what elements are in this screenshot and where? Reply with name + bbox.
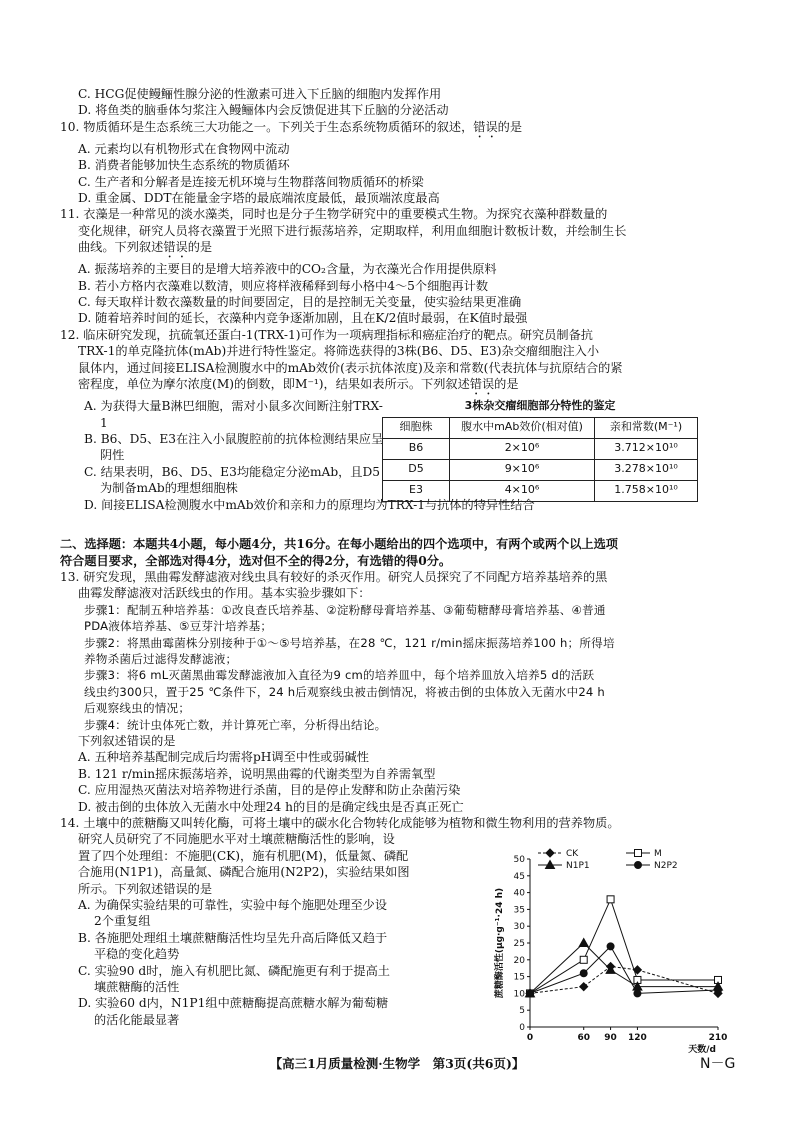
data-point-n1p1 xyxy=(579,939,588,947)
q12-stem-3: 鼠体内，通过间接ELISA检测腹水中的mAb效价(表示抗体浓度)及亲和常数(代表抗体与抗原结合的紧 xyxy=(78,360,623,375)
data-point-m xyxy=(635,850,642,857)
table-header-row xyxy=(383,417,698,438)
q9-option-d: D. 将鱼类的脑垂体匀浆注入鳗鲡体内会反馈促进其下丘脑的分泌活动 xyxy=(78,103,449,118)
q12-stem-4: 密程度，单位为摩尔浓度(M)的倒数，即M⁻¹)，结果如表所示。下列叙述错误的是 xyxy=(78,377,519,392)
x-tick-label: 210 xyxy=(708,1033,728,1043)
legend-label-m: M xyxy=(654,849,662,859)
y-tick-label: 50 xyxy=(513,855,525,865)
q14-option-b-cont: 平稳的变化趋势 xyxy=(94,947,180,962)
data-point-m xyxy=(580,956,587,963)
data-point-n2p2 xyxy=(580,970,587,977)
data-point-ck xyxy=(580,983,588,991)
q14-option-c-cont: 壤蔗糖酶的活性 xyxy=(94,980,180,995)
table-cell: B6 xyxy=(383,438,450,459)
q12-body xyxy=(60,398,736,536)
q14-option-d: D. 实验60 d内，N1P1组中蔗糖酶提高蔗糖水解为葡萄糖 xyxy=(78,996,389,1011)
y-tick-label: 0 xyxy=(519,1023,525,1033)
q11-stem-3: 曲线。下列叙述错误的是 xyxy=(78,240,213,255)
q14-stem-3: 置了四个处理组：不施肥(CK)，施有机肥(M)，低量氮、磷配 xyxy=(78,848,409,863)
q13-steps xyxy=(60,602,736,733)
q13-step-line: 后观察线虫的情况； xyxy=(84,701,191,716)
x-tick-label: 90 xyxy=(604,1033,617,1043)
exam-page xyxy=(60,86,736,1055)
data-point-ck xyxy=(546,849,554,857)
q10-option-b: B. 消费者能够加快生态系统的物质循环 xyxy=(78,158,290,173)
enzyme-activity-chart xyxy=(478,847,736,1057)
q12-option-a: A. 为获得大量B淋巴细胞，需对小鼠多次间断注射TRX-1 xyxy=(84,399,383,430)
y-tick-label: 45 xyxy=(513,871,525,882)
q13-step-line: 步骤1：配制五种培养基：①改良查氏培养基、②淀粉酵母膏培养基、③葡萄糖酵母膏培养基、④普通 xyxy=(84,602,606,617)
data-point-n2p2 xyxy=(635,862,642,869)
q13-step-line: 养物杀菌后过滤得发酵滤液； xyxy=(84,651,238,666)
x-tick-label: 60 xyxy=(577,1033,590,1043)
q11-option-a: A. 振荡培养的主要目的是增大培养液中的CO₂含量，为衣藻光合作用提供原料 xyxy=(78,262,497,277)
footer-code: N－G xyxy=(700,1056,736,1072)
q12-table-title: 3株杂交瘤细胞部分特性的鉴定 xyxy=(464,399,616,413)
q13-option-c: C. 应用湿热灭菌法对培养物进行杀菌，目的是停止发酵和防止杂菌污染 xyxy=(78,783,461,798)
q13-step-line: 线虫约300只，置于25 ℃条件下，24 h后观察线虫被击倒情况，将被击倒的虫体放入无菌水中24 h xyxy=(84,684,605,699)
data-point-n2p2 xyxy=(715,987,722,994)
q12-option-c: C. 结果表明，B6、D5、E3均能稳定分泌mAb，且D5为制备mAb的理想细胞株 xyxy=(84,464,381,496)
legend-label-n1p1: N1P1 xyxy=(566,861,590,871)
y-tick-label: 20 xyxy=(513,955,525,966)
x-axis-label: 天数/d xyxy=(688,1045,716,1055)
q12-table-box xyxy=(382,398,698,501)
q10-option-a: A. 元素均以有机物形式在食物网中流动 xyxy=(78,141,290,156)
q9-option-c: C. HCG促使鳗鲡性腺分泌的性激素可进入下丘脑的细胞内发挥作用 xyxy=(78,87,442,101)
footer-title: 【高三1月质量检测·生物学 第3页(共6页)】 xyxy=(269,1056,525,1071)
data-point-n2p2 xyxy=(634,990,641,997)
table-cell: E3 xyxy=(383,480,450,501)
data-point-n2p2 xyxy=(607,943,614,950)
y-tick-label: 30 xyxy=(513,922,525,933)
y-axis-label: 蔗糖酶活性(μg·g⁻¹·24 h) xyxy=(495,887,505,999)
q10-stem: 10. 物质循环是生态系统三大功能之一。下列关于生态系统物质循环的叙述，错误的是 xyxy=(60,119,523,134)
section2-line1: 二、选择题：本题共4小题，每小题4分，共16分。在每小题给出的四个选项中，有两个或两个以上选项 xyxy=(60,537,618,552)
table-cell: 3.712×10¹⁰ xyxy=(595,438,698,459)
q14-stem-1: 14. 土壤中的蔗糖酶又叫转化酶，可将土壤中的碳水化合物转化成能够为植物和微生物利用的营养物质。 xyxy=(60,816,620,830)
y-tick-label: 40 xyxy=(513,888,525,899)
table-cell: D5 xyxy=(383,459,450,480)
q13-step-line: 步骤4：统计虫体死亡数，并计算死亡率，分析得出结论。 xyxy=(84,717,387,732)
table-row xyxy=(383,438,698,459)
x-tick-label: 0 xyxy=(526,1033,534,1043)
q14-stem-2: 研究人员研究了不同施肥水平对土壤蔗糖酶活性的影响，设 xyxy=(78,832,395,847)
q12-stem-1: 12. 临床研究发现，抗硫氧还蛋白-1(TRX-1)可作为一项病理指标和癌症治疗的靶点。研究员制备抗 xyxy=(60,327,593,342)
legend-label-ck: CK xyxy=(566,849,579,859)
y-tick-label: 10 xyxy=(513,989,525,1000)
table-header: 细胞株 xyxy=(383,417,450,438)
series-line-m xyxy=(530,899,718,993)
q14-option-b: B. 各施肥处理组土壤蔗糖酶活性均呈先升高后降低又趋于 xyxy=(78,930,388,945)
table-header: 腹水中mAb效价(相对值) xyxy=(450,417,595,438)
data-point-n2p2 xyxy=(527,990,534,997)
q10-option-d: D. 重金属、DDT在能量金字塔的最底端浓度最低，最顶端浓度最高 xyxy=(78,191,440,206)
q13-option-d: D. 被击倒的虫体放入无菌水中处理24 h的目的是确定线虫是否真正死亡 xyxy=(78,799,464,814)
q13-lead: 下列叙述错误的是 xyxy=(78,733,176,748)
y-tick-label: 15 xyxy=(513,972,525,983)
y-tick-label: 25 xyxy=(513,939,525,949)
q14-stem-5: 所示。下列叙述错误的是 xyxy=(78,881,213,896)
q12-option-d: D. 间接ELISA检测腹水中mAb效价和亲和力的原理均为TRX-1与抗体的特异性结合 xyxy=(84,497,535,512)
q14-narrow-text xyxy=(60,831,496,1028)
legend-label-n2p2: N2P2 xyxy=(654,861,678,871)
q11-stem-2: 变化规律，研究人员将衣藻置于光照下进行振荡培养，定期取样，利用血细胞计数板计数，并绘制生长 xyxy=(78,223,627,238)
table-row xyxy=(383,480,698,501)
q14-option-d-cont: 的活化能最显著 xyxy=(94,1012,180,1027)
q13-stem-1: 13. 研究发现，黑曲霉发酵滤液对线虫具有较好的杀灭作用。研究人员探究了不同配方培养基培养的黑 xyxy=(60,569,608,584)
y-tick-label: 35 xyxy=(513,905,525,916)
q14-option-a: A. 为确保实验结果的可靠性，实验中每个施肥处理至少设 xyxy=(78,898,388,913)
q10-option-c: C. 生产者和分解者是连接无机环境与生物群落间物质循环的桥梁 xyxy=(78,174,424,189)
q13-option-b: B. 121 r/min摇床振荡培养，说明黑曲霉的代谢类型为自养需氧型 xyxy=(78,766,436,781)
data-point-m xyxy=(607,896,614,903)
q12-option-b: B. B6、D5、E3在注入小鼠腹腔前的抗体检测结果应呈阴性 xyxy=(84,431,384,463)
q13-option-a: A. 五种培养基配制完成后均需将pH调至中性或弱碱性 xyxy=(78,750,369,765)
y-tick-label: 5 xyxy=(519,1006,525,1017)
q11-option-b: B. 若小方格内衣藻难以数清，则应将样液稀释到每小格中4～5个细胞再计数 xyxy=(78,278,489,293)
table-cell: 1.758×10¹⁰ xyxy=(595,480,698,501)
q14-body xyxy=(60,815,736,1055)
q14-stem-4: 合施用(N1P1)，高量氮、磷配合施用(N2P2)，实验结果如图 xyxy=(78,865,410,880)
q12-table xyxy=(382,417,698,502)
q13-stem-2: 曲霉发酵滤液对活跃线虫的作用。基本实验步骤如下： xyxy=(78,586,371,601)
q11-option-d: D. 随着培养时间的延长，衣藻种内竞争逐渐加剧，且在K/2值时最弱，在K值时最强 xyxy=(78,311,528,326)
q14-option-c: C. 实验90 d时，施入有机肥比氮、磷配施更有利于提高土 xyxy=(78,963,390,978)
table-cell: 3.278×10¹⁰ xyxy=(595,459,698,480)
table-cell: 9×10⁶ xyxy=(450,459,595,480)
q14-option-a-cont: 2个重复组 xyxy=(94,914,151,929)
q11-option-c: C. 每天取样计数衣藻数量的时间要固定，目的是控制无关变量，使实验结果更准确 xyxy=(78,295,522,310)
table-row xyxy=(383,459,698,480)
q13-step-line: 步骤2：将黑曲霉菌株分别接种于①～⑤号培养基，在28 ℃，121 r/min摇床振荡培养100 h；所得培 xyxy=(84,635,615,650)
section2-line2: 符合题目要求，全部选对得4分，选对但不全的得2分，有选错的得0分。 xyxy=(60,553,452,568)
table-header: 亲和常数(M⁻¹) xyxy=(595,417,698,438)
q13-step-line: 步骤3：将6 mL灭菌黑曲霉发酵滤液加入直径为9 cm的培养皿中，每个培养皿放入培养5 d的活跃 xyxy=(84,668,595,683)
q13-step-line: PDA液体培养基、⑤豆芽汁培养基； xyxy=(84,619,273,634)
q11-stem-1: 11. 衣藻是一种常见的淡水藻类，同时也是分子生物学研究中的重要模式生物。为探究衣藻种群数量的 xyxy=(60,207,608,222)
table-cell: 2×10⁶ xyxy=(450,438,595,459)
table-cell: 4×10⁶ xyxy=(450,480,595,501)
x-tick-label: 120 xyxy=(628,1033,647,1043)
q12-stem-2: TRX-1的单克隆抗体(mAb)并进行特性鉴定。将筛选获得的3株(B6、D5、E3)杂交瘤细胞注入小 xyxy=(78,344,600,359)
